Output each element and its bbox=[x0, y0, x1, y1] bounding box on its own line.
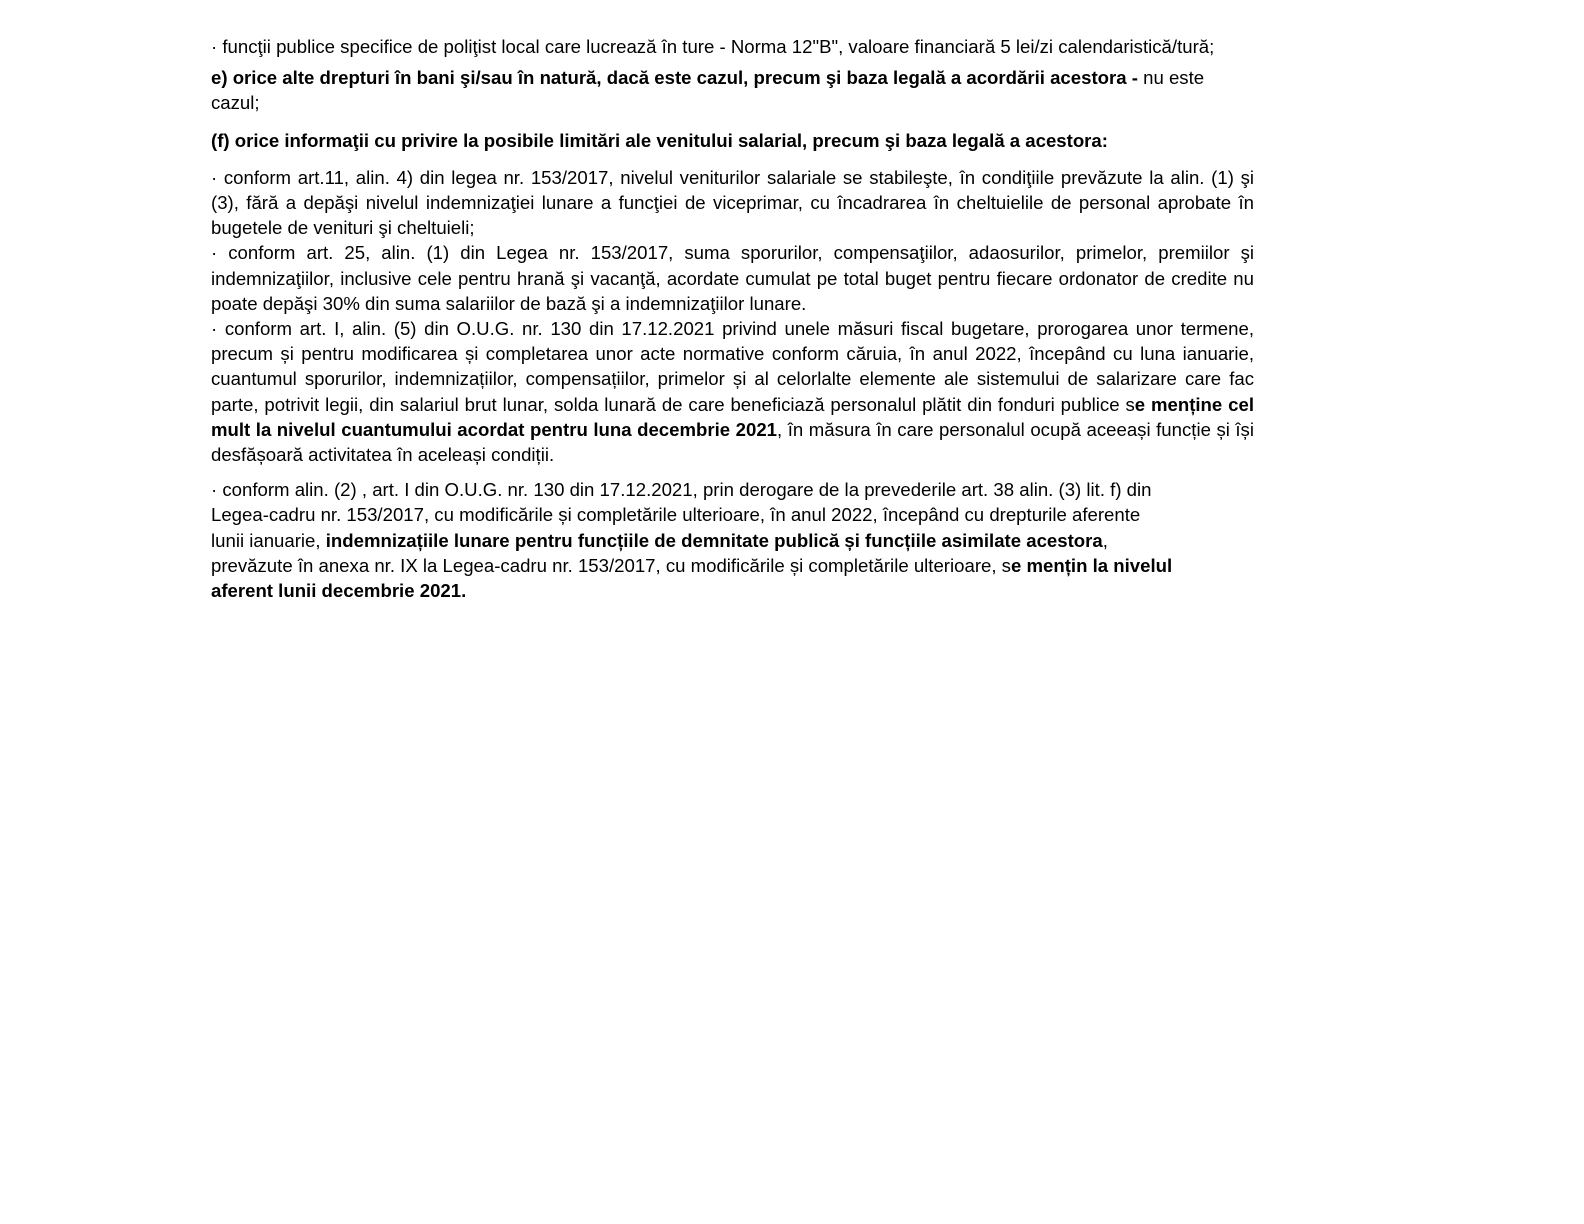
paragraph-text: · funcţii publice specifice de poliţist local care lucrează în ture - Norma 12"B", valoare financiară 5 lei/zi calendaristică/tură; bbox=[211, 36, 1215, 57]
paragraph-oug-art-i-alin-5 bbox=[211, 316, 1254, 467]
paragraph-police-norm bbox=[211, 34, 1254, 59]
paragraph-text: · conform art. I, alin. (5) din O.U.G. nr. 130 din 17.12.2021 privind unele măsuri fiscal bugetare, prorogarea unor termene, precum și pentru modificarea și completarea unor acte normative conform căruia, în anul 2022, începând cu luna ianuarie, cuantumul sporurilor, indemnizațiilor, compensațiilor, primelor și al celorlalte elemente ale sistemului de salarizare care fac parte, potrivit legii, din salariul brut lunar, solda lunară de care beneficiază personalul plătit din fonduri publice s bbox=[211, 318, 1254, 415]
paragraph-bold-text: e) orice alte drepturi în bani şi/sau în natură, dacă este cazul, precum şi baza legală a acordării acestora - bbox=[211, 67, 1138, 89]
paragraph-oug-alin-2 bbox=[211, 477, 1254, 603]
paragraph-bold-text: (f) orice informaţii cu privire la posibile limitări ale venitului salarial, precum şi baza legală a acestora: bbox=[211, 129, 1108, 151]
paragraph-text: , bbox=[1102, 529, 1108, 551]
paragraph-line bbox=[211, 528, 1254, 553]
paragraph-text: prevăzute în anexa nr. IX la Legea-cadru nr. 153/2017, cu modificările și completările ulterioare, s bbox=[211, 554, 1011, 576]
section-heading-limitations bbox=[211, 128, 1254, 153]
paragraph-bold-text: e menține cel mult la nivelul cuantumului acordat pentru luna decembrie 2021 bbox=[211, 393, 1254, 440]
paragraph-bold-text: e mențin la nivelul bbox=[1010, 554, 1173, 576]
paragraph-other-rights bbox=[211, 65, 1254, 115]
paragraph-text: , în măsura în care personalul ocupă aceeași funcție și își desfășoară activitatea în aceleași condiții. bbox=[211, 418, 1254, 466]
paragraph-line bbox=[211, 477, 1254, 502]
paragraph-line bbox=[211, 553, 1254, 578]
paragraph-art25 bbox=[211, 240, 1254, 316]
paragraph-text: · conform art.11, alin. 4) din legea nr. 153/2017, nivelul veniturilor salariale se stabileşte, în condiţiile prevăzute la alin. (1) şi (3), fără a depăşi nivelul indemnizaţiei lunare a funcţiei de viceprimar, cu încadrarea în cheltuielile de personal aprobate în bugetele de venituri şi cheltuieli; bbox=[211, 166, 1254, 239]
document-body bbox=[211, 34, 1254, 603]
paragraph-line bbox=[211, 578, 1254, 603]
paragraph-text: Legea-cadru nr. 153/2017, cu modificările și completările ulterioare, în anul 2022, începând cu drepturile aferente bbox=[211, 504, 1141, 526]
paragraph-bold-text: aferent lunii decembrie 2021. bbox=[211, 580, 467, 602]
paragraph-art11 bbox=[211, 165, 1254, 241]
paragraph-line bbox=[211, 502, 1254, 527]
paragraph-text: · conform alin. (2) , art. I din O.U.G. nr. 130 din 17.12.2021, prin derogare de la prevederile art. 38 alin. (3) lit. f) din bbox=[211, 479, 1152, 501]
paragraph-text: lunii ianuarie, bbox=[211, 529, 326, 551]
paragraph-text: nu este cazul; bbox=[211, 67, 1205, 114]
paragraph-bold-text: indemnizațiile lunare pentru funcțiile de demnitate publică și funcțiile asimilate acestora bbox=[325, 529, 1103, 551]
paragraph-text: · conform art. 25, alin. (1) din Legea nr. 153/2017, suma sporurilor, compensaţiilor, adaosurilor, primelor, premiilor şi indemnizaţiilor, inclusive cele pentru hrană şi vacanţă, acordate cumulat pe total buget pentru fiecare ordonator de credite nu poate depăşi 30% din suma salariilor de bază şi a indemnizaţiilor lunare. bbox=[211, 242, 1254, 314]
